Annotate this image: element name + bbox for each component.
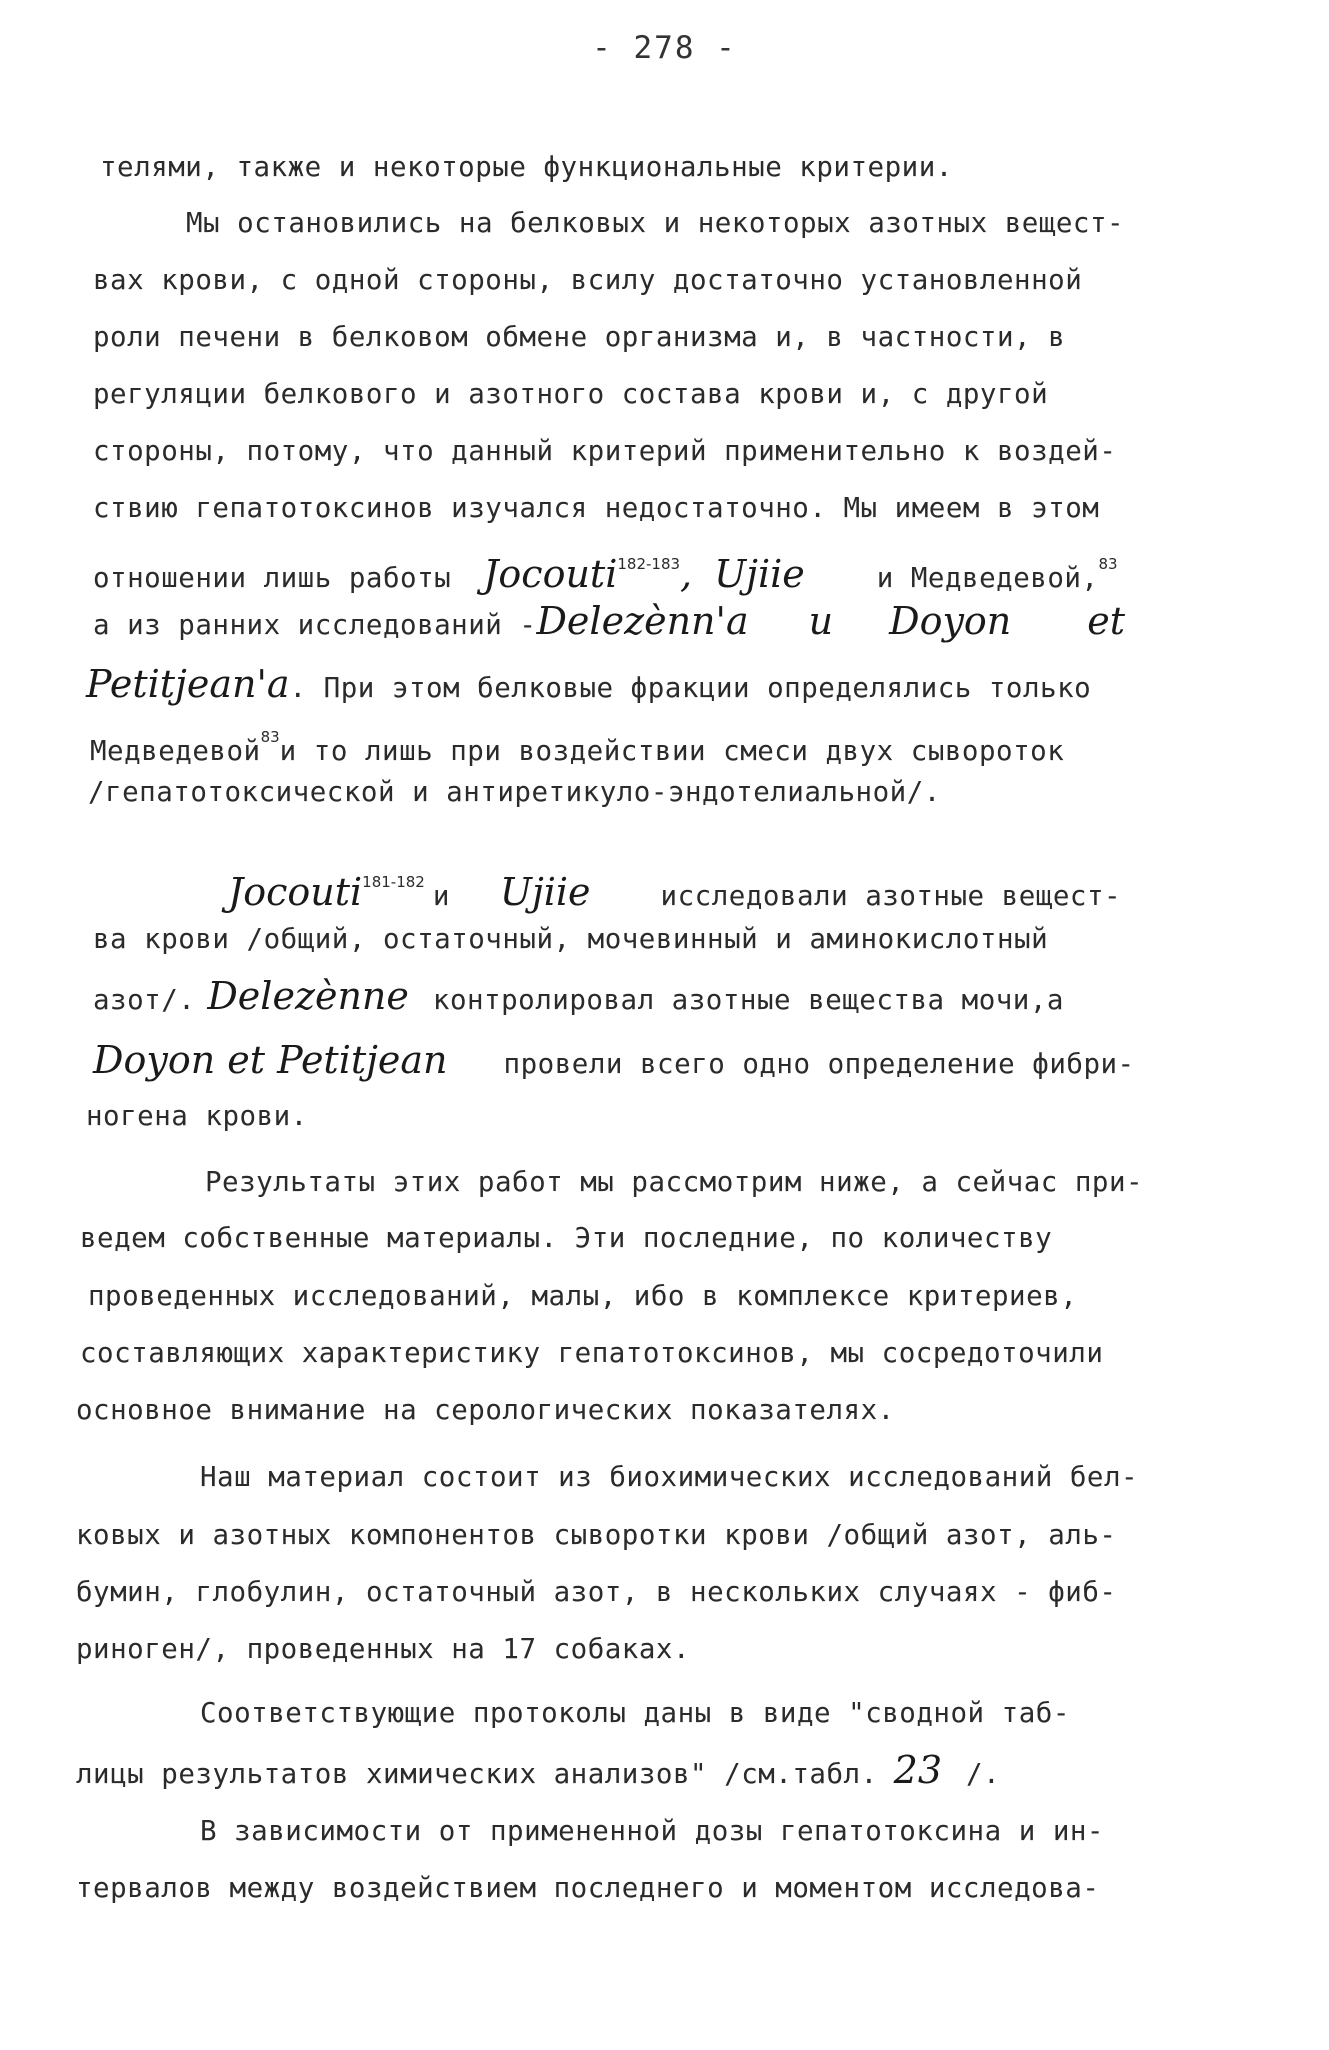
footnote-ref: 83 — [1098, 555, 1118, 573]
handwritten-name: Ujiie — [499, 870, 591, 914]
text-line: тервалов между воздействием последнего и моментом исследова- — [76, 1872, 1100, 1904]
handwritten-mark: , — [680, 552, 693, 596]
text-line: Результаты этих работ мы рассмотрим ниже, а сейчас при- — [205, 1166, 1144, 1198]
text-segment: и то лишь при воздействии смеси двух сывороток — [279, 735, 1065, 767]
footnote-ref: 182-183 — [617, 555, 681, 573]
text-line: роли печени в белковом обмене организма и, в частности, в — [93, 321, 1066, 353]
handwritten-name: Delezènne — [207, 974, 409, 1018]
handwritten-name: Petitjean'a — [86, 662, 290, 706]
text-segment: и — [432, 880, 450, 912]
text-line: бумин, глобулин, остаточный азот, в нескольких случаях - фиб- — [76, 1576, 1117, 1608]
text-line: ведем собственные материалы. Эти последние, по количеству — [80, 1222, 1053, 1254]
text-line: составляющих характеристику гепатотоксинов, мы сосредоточили — [80, 1337, 1104, 1369]
text-line — [76, 1750, 1000, 1794]
handwritten-word: и — [808, 599, 834, 643]
text-line — [228, 862, 1121, 916]
text-line: Мы остановились на белковых и некоторых азотных вещест- — [186, 207, 1125, 239]
text-line: ногена крови. — [86, 1100, 308, 1132]
handwritten-number: 23 — [893, 1748, 943, 1792]
text-line: /гепатотоксической и антиретикуло-эндотелиальной/. — [88, 776, 941, 808]
handwritten-name: Delezènn'a — [536, 599, 749, 643]
text-line — [93, 976, 1064, 1020]
footnote-ref: 83 — [260, 728, 280, 746]
text-segment: исследовали азотные вещест- — [660, 880, 1122, 912]
text-segment: /. — [966, 1758, 1001, 1790]
text-line — [90, 717, 1064, 771]
text-line: риноген/, проведенных на 17 собаках. — [76, 1633, 691, 1665]
text-line — [93, 544, 1118, 598]
handwritten-name: Jocouti — [483, 552, 618, 596]
text-segment: . При этом белковые фракции определялись только — [289, 672, 1092, 704]
text-segment: отношении лишь работы — [93, 562, 452, 594]
handwritten-name: Doyon et Petitjean — [93, 1038, 448, 1082]
text-line: проведенных исследований, малы, ибо в комплексе критериев, — [88, 1280, 1078, 1312]
text-line — [93, 1040, 1135, 1084]
text-line: В зависимости от примененной дозы гепатотоксина и ин- — [200, 1815, 1104, 1847]
text-segment: Медведевой — [90, 735, 261, 767]
text-segment: лицы результатов химических анализов" /см.табл. — [76, 1758, 878, 1790]
text-line: основное внимание на серологических показателях. — [76, 1394, 895, 1426]
footnote-ref: 181-182 — [362, 873, 425, 891]
text-line: ва крови /общий, остаточный, мочевинный и аминокислотный — [93, 923, 1049, 955]
text-line: Наш материал состоит из биохимических исследований бел- — [200, 1461, 1139, 1493]
handwritten-name: Ujiie — [714, 552, 805, 596]
text-segment: провели всего одно определение фибри- — [503, 1048, 1135, 1080]
text-line: вах крови, с одной стороны, всилу достаточно установленной — [93, 264, 1083, 296]
handwritten-word: et — [1087, 599, 1126, 643]
text-segment: и Медведевой, — [876, 562, 1099, 594]
text-segment: азот/. — [93, 984, 196, 1016]
handwritten-name: Jocouti — [228, 870, 363, 914]
handwritten-name: Doyon — [889, 599, 1012, 643]
text-line: ковых и азотных компонентов сыворотки крови /общий азот, аль- — [76, 1519, 1117, 1551]
text-line: стороны, потому, что данный критерий применительно к воздей- — [93, 435, 1117, 467]
text-segment: контролировал азотные вещества мочи,а — [432, 984, 1064, 1016]
text-line: ствию гепатотоксинов изучался недостаточно. Мы имеем в этом — [93, 492, 1100, 524]
text-line — [93, 601, 1125, 645]
page-number: - 278 - — [592, 30, 737, 66]
text-segment: а из ранних исследований - — [93, 609, 537, 641]
text-line — [86, 664, 1091, 708]
text-line: регуляции белкового и азотного состава крови и, с другой — [93, 378, 1049, 410]
text-line: телями, также и некоторые функциональные критерии. — [100, 151, 953, 183]
text-line: Соответствующие протоколы даны в виде "сводной таб- — [200, 1697, 1070, 1729]
